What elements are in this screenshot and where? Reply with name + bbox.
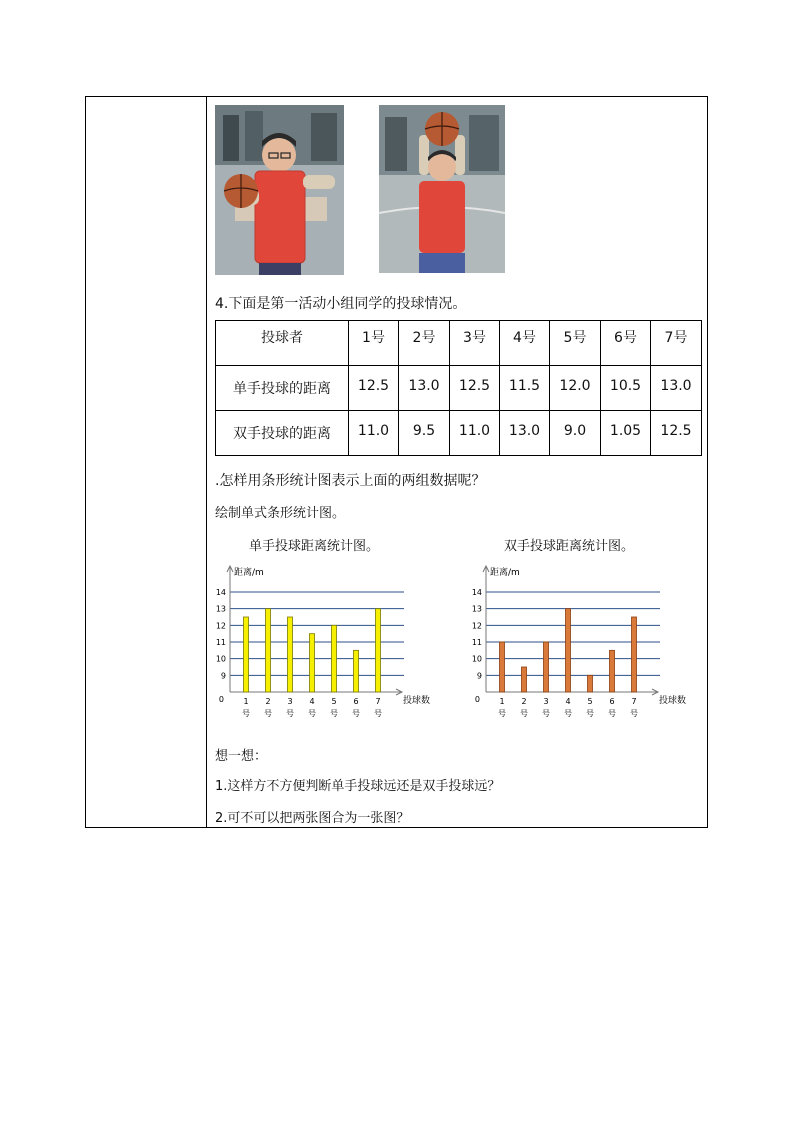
table-cell: 12.5 bbox=[349, 366, 399, 411]
origin-label: 0 bbox=[218, 695, 224, 704]
table-cell: 12.5 bbox=[450, 366, 500, 411]
table-row bbox=[216, 366, 702, 411]
x-tick-number: 5 bbox=[587, 697, 593, 706]
bar bbox=[244, 617, 249, 692]
x-tick-suffix: 号 bbox=[542, 709, 550, 718]
x-tick-number: 2 bbox=[521, 697, 527, 706]
bar bbox=[332, 625, 337, 692]
table-row bbox=[216, 411, 702, 456]
bar bbox=[588, 675, 593, 692]
table-cell: 11.0 bbox=[349, 411, 399, 456]
table-header-cell: 投球者 bbox=[216, 321, 349, 366]
x-tick-number: 1 bbox=[499, 697, 505, 706]
x-tick-number: 2 bbox=[265, 697, 271, 706]
x-tick-suffix: 号 bbox=[498, 709, 506, 718]
x-tick-suffix: 号 bbox=[564, 709, 572, 718]
table-cell: 12.0 bbox=[550, 366, 601, 411]
y-axis-label: 距离/m bbox=[234, 568, 264, 578]
one-hand-throw-illustration bbox=[215, 105, 344, 275]
x-axis-label: 投球数 bbox=[403, 696, 431, 706]
table-cell: 12.5 bbox=[651, 411, 702, 456]
x-tick-suffix: 号 bbox=[308, 709, 316, 718]
y-tick-label: 12 bbox=[215, 621, 226, 631]
bar bbox=[288, 617, 293, 692]
table-header-cell: 5号 bbox=[550, 321, 601, 366]
x-tick-suffix: 号 bbox=[520, 709, 528, 718]
bar bbox=[566, 609, 571, 692]
bar bbox=[500, 642, 505, 692]
table-header-cell: 6号 bbox=[601, 321, 651, 366]
think-title: 想一想： bbox=[215, 749, 268, 764]
two-hand-bar-chart bbox=[467, 559, 727, 729]
one-hand-bar-chart bbox=[211, 559, 471, 729]
y-axis-label: 距离/m bbox=[490, 568, 520, 578]
chart-one-hand-title: 单手投球距离统计图。 bbox=[249, 539, 380, 554]
x-tick-number: 3 bbox=[287, 697, 293, 706]
y-tick-label: 9 bbox=[476, 671, 482, 681]
x-tick-number: 6 bbox=[353, 697, 359, 706]
y-tick-label: 13 bbox=[215, 604, 226, 614]
table-header-cell: 2号 bbox=[399, 321, 450, 366]
origin-label: 0 bbox=[474, 695, 480, 704]
content-frame bbox=[85, 96, 708, 828]
bar bbox=[354, 650, 359, 692]
y-tick-label: 11 bbox=[215, 638, 226, 647]
two-hand-throw-illustration bbox=[379, 105, 505, 273]
x-tick-suffix: 号 bbox=[630, 709, 638, 718]
x-tick-suffix: 号 bbox=[286, 709, 294, 718]
table-cell: 11.0 bbox=[450, 411, 500, 456]
x-axis-label: 投球数 bbox=[659, 696, 687, 706]
y-tick-label: 9 bbox=[220, 671, 226, 681]
y-tick-label: 11 bbox=[471, 638, 482, 647]
x-tick-number: 7 bbox=[375, 697, 381, 706]
table-header-row bbox=[216, 321, 702, 366]
table-row-label: 单手投球的距离 bbox=[216, 366, 349, 411]
table-cell: 11.5 bbox=[500, 366, 550, 411]
bar bbox=[632, 617, 637, 692]
chart-two-hand-title: 双手投球距离统计图。 bbox=[504, 539, 635, 554]
question-how-text: .怎样用条形统计图表示上面的两组数据呢？ bbox=[215, 473, 486, 489]
x-tick-number: 4 bbox=[309, 697, 315, 706]
y-tick-label: 14 bbox=[471, 588, 482, 597]
table-header-cell: 4号 bbox=[500, 321, 550, 366]
table-header-cell: 7号 bbox=[651, 321, 702, 366]
think-question-1: 1.这样方不方便判断单手投球远还是双手投球远？ bbox=[215, 779, 501, 794]
column-divider bbox=[206, 97, 207, 827]
instruction-text: 绘制单式条形统计图。 bbox=[215, 506, 346, 521]
y-tick-label: 10 bbox=[215, 654, 226, 664]
bar bbox=[522, 667, 527, 692]
bar bbox=[610, 650, 615, 692]
bar bbox=[376, 609, 381, 692]
x-tick-suffix: 号 bbox=[608, 709, 616, 718]
think-question-2: 2.可不可以把两张图合为一张图？ bbox=[215, 811, 410, 826]
question-4-text: 4.下面是第一活动小组同学的投球情况。 bbox=[215, 296, 467, 312]
table-cell: 9.0 bbox=[550, 411, 601, 456]
y-tick-label: 10 bbox=[471, 654, 482, 664]
table-cell: 13.0 bbox=[651, 366, 702, 411]
x-tick-suffix: 号 bbox=[352, 709, 360, 718]
y-tick-label: 13 bbox=[471, 604, 482, 614]
x-tick-number: 7 bbox=[631, 697, 637, 706]
table-cell: 10.5 bbox=[601, 366, 651, 411]
table-cell: 13.0 bbox=[399, 366, 450, 411]
table-row-label: 双手投球的距离 bbox=[216, 411, 349, 456]
x-tick-number: 5 bbox=[331, 697, 337, 706]
bar bbox=[310, 634, 315, 692]
y-tick-label: 12 bbox=[471, 621, 482, 631]
x-tick-suffix: 号 bbox=[586, 709, 594, 718]
x-tick-suffix: 号 bbox=[242, 709, 250, 718]
x-tick-suffix: 号 bbox=[264, 709, 272, 718]
table-header-cell: 3号 bbox=[450, 321, 500, 366]
two-hand-throw-photo bbox=[379, 105, 505, 273]
bar bbox=[266, 609, 271, 692]
x-tick-number: 4 bbox=[565, 697, 571, 706]
throw-distance-table bbox=[215, 320, 702, 456]
x-tick-number: 6 bbox=[609, 697, 615, 706]
table-cell: 9.5 bbox=[399, 411, 450, 456]
table-cell: 1.05 bbox=[601, 411, 651, 456]
y-tick-label: 14 bbox=[215, 588, 226, 597]
x-tick-suffix: 号 bbox=[330, 709, 338, 718]
table-cell: 13.0 bbox=[500, 411, 550, 456]
bar bbox=[544, 642, 549, 692]
x-tick-number: 3 bbox=[543, 697, 549, 706]
one-hand-throw-photo bbox=[215, 105, 344, 275]
x-tick-number: 1 bbox=[243, 697, 249, 706]
table-header-cell: 1号 bbox=[349, 321, 399, 366]
x-tick-suffix: 号 bbox=[374, 709, 382, 718]
